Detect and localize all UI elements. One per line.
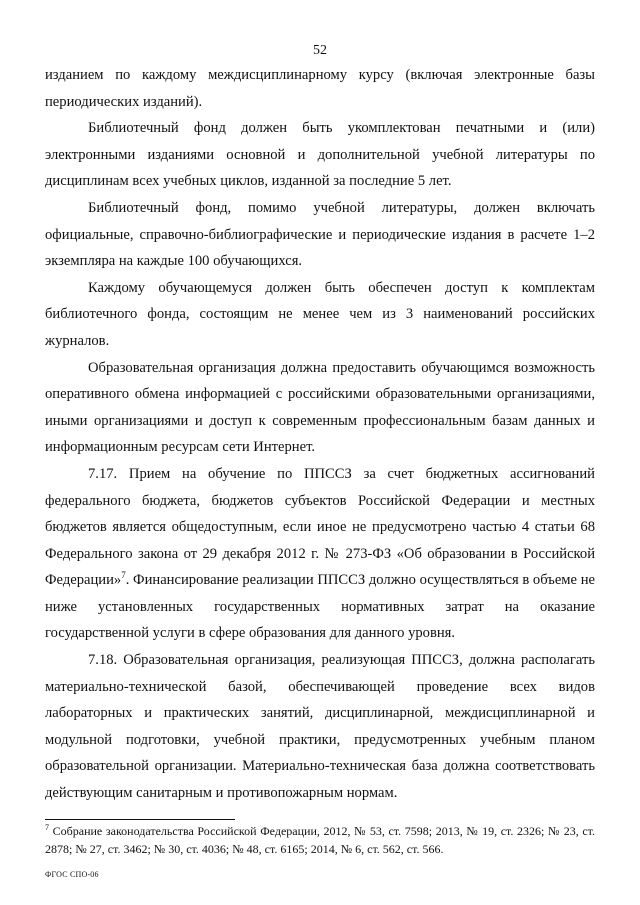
- footnote: [45, 823, 595, 858]
- page-number: 52: [313, 43, 327, 58]
- footnote-reference: 7: [121, 570, 126, 581]
- section-7-17-text-end: . Финансирование реализации ППССЗ должно осуществляться в объеме не ниже установленных государственных нормативных затрат на оказание государственной услуги в сфере образования для данного уровня.: [45, 572, 595, 642]
- section-7-17-text-start: 7.17. Прием на обучение по ППССЗ за счет бюджетных ассигнований федерального бюджета, бюджетов субъектов Российской Федерации и местных бюджетов является общедоступным, если иное не предусмотрено частью 4 статьи 68 Федерального закона от 29 декабря 2012 г. № 273-ФЗ «Об образовании в Российской Федерации»: [45, 465, 595, 589]
- paragraph-library-periodicals: Библиотечный фонд, помимо учебной литературы, должен включать официальные, справочно-библиографические и периодические издания в расчете 1–2 экземпляра на каждые 100 обучающихся.: [45, 199, 595, 270]
- footnote-divider: [45, 819, 235, 820]
- document-code: ФГОС СПО-06: [45, 870, 99, 879]
- document-body: [45, 62, 595, 807]
- paragraph-library-fund: Библиотечный фонд должен быть укомплектован печатными и (или) электронными изданиями основной и дополнительной учебной литературы по дисциплинам всех учебных циклов, изданной за последние 5 лет.: [45, 120, 595, 190]
- footnote-number: 7: [45, 823, 49, 832]
- paragraph-information-exchange: Образовательная организация должна предоставить обучающимся возможность оперативного обмена информацией с российскими образовательными организациями, иными организациями и доступ к современным профессиональным базам данных и информационным ресурсам сети Интернет.: [45, 359, 595, 456]
- paragraph-journals-access: Каждому обучающемуся должен быть обеспечен доступ к комплектам библиотечного фонда, состоящим не менее чем из 3 наименований российских журналов.: [45, 279, 595, 349]
- paragraph-section-7-18: 7.18. Образовательная организация, реализующая ППССЗ, должна располагать материально-технической базой, обеспечивающей проведение всех видов лабораторных и практических занятий, дисциплинарной, междисциплинарной и модульной подготовки, учебной практики, предусмотренных учебным планом образовательной организации. Материально-техническая база должна соответствовать действующим санитарным и противопожарным нормам.: [45, 652, 595, 802]
- paragraph-section-7-17: [45, 461, 595, 647]
- paragraph-continuation: изданием по каждому междисциплинарному курсу (включая электронные базы периодических изданий).: [45, 67, 595, 110]
- footnote-text: Собрание законодательства Российской Федерации, 2012, № 53, ст. 7598; 2013, № 19, ст. 2326; № 23, ст. 2878; № 27, ст. 3462; № 30, ст. 4036; № 48, ст. 6165; 2014, № 6, ст. 562, ст. 566.: [45, 824, 596, 856]
